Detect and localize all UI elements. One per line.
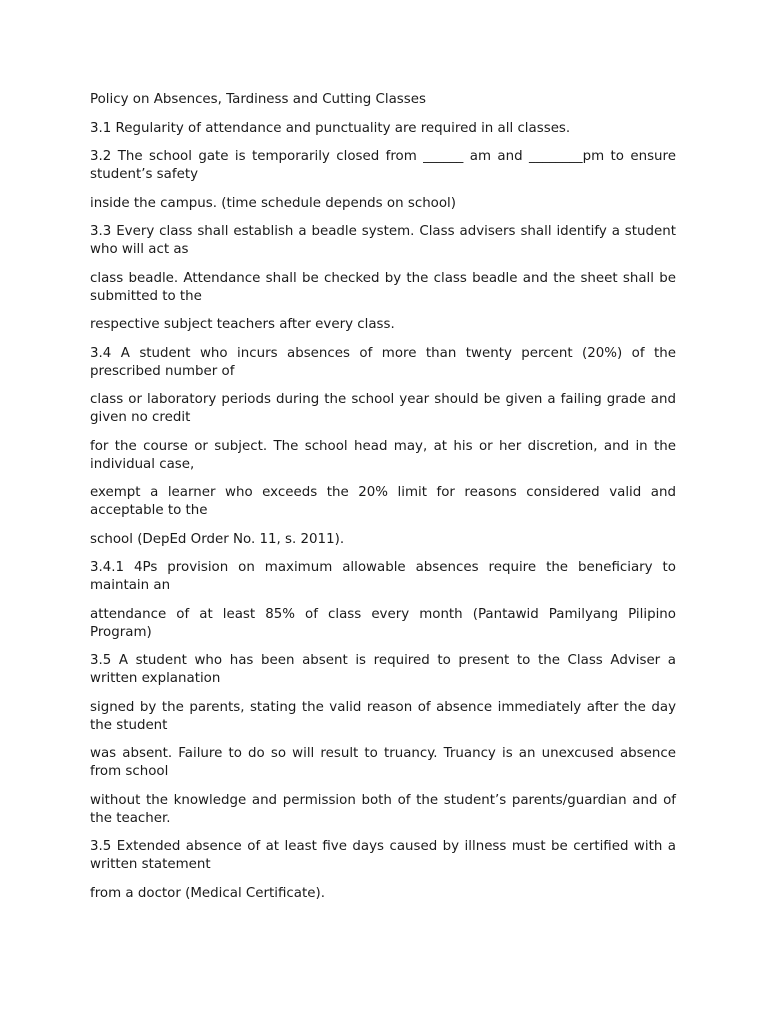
paragraph-3-5-extended: 3.5 Extended absence of at least five days caused by illness must be certified with a written statement — [90, 839, 676, 872]
paragraph-3-4-cont-3: exempt a learner who exceeds the 20% limit for reasons considered valid and acceptable to the — [90, 485, 676, 518]
document-page — [90, 91, 676, 913]
paragraph-3-4-cont-1: class or laboratory periods during the school year should be given a failing grade and given no credit — [90, 392, 676, 425]
paragraph-3-3-cont-1: class beadle. Attendance shall be checked by the class beadle and the sheet shall be submitted to the — [90, 270, 676, 304]
paragraph-3-4-cont-2: for the course or subject. The school head may, at his or her discretion, and in the individual case, — [90, 438, 676, 472]
paragraph-3-4-1: 3.4.1 4Ps provision on maximum allowable absences require the beneficiary to maintain an — [90, 560, 676, 593]
paragraph-3-5-cont-2: was absent. Failure to do so will result to truancy. Truancy is an unexcused absence from school — [90, 746, 676, 779]
paragraph-3-1: 3.1 Regularity of attendance and punctuality are required in all classes. — [90, 120, 571, 136]
paragraph-3-3-cont-2: respective subject teachers after every class. — [90, 317, 395, 332]
paragraph-3-5-cont-3: without the knowledge and permission both of the student’s parents/guardian and of the teacher. — [90, 792, 676, 826]
paragraph-3-3: 3.3 Every class shall establish a beadle system. Class advisers shall identify a student who will act as — [90, 224, 676, 257]
paragraph-3-4-cont-4: school (DepEd Order No. 11, s. 2011). — [90, 531, 345, 547]
paragraph-3-4-1-cont: attendance of at least 85% of class every month (Pantawid Pamilyang Pilipino Program) — [90, 606, 676, 640]
document-title: Policy on Absences, Tardiness and Cutting Classes — [90, 92, 426, 107]
paragraph-3-2: 3.2 The school gate is temporarily closed from ______ am and ________pm to ensure student’s safety — [90, 149, 676, 182]
paragraph-3-2-cont: inside the campus. (time schedule depends on school) — [90, 195, 457, 211]
paragraph-3-5: 3.5 A student who has been absent is required to present to the Class Adviser a written explanation — [90, 653, 676, 686]
paragraph-3-5-extended-cont: from a doctor (Medical Certificate). — [90, 885, 325, 901]
paragraph-3-4: 3.4 A student who incurs absences of more than twenty percent (20%) of the prescribed number of — [90, 345, 676, 379]
paragraph-3-5-cont-1: signed by the parents, stating the valid reason of absence immediately after the day the student — [90, 699, 676, 733]
